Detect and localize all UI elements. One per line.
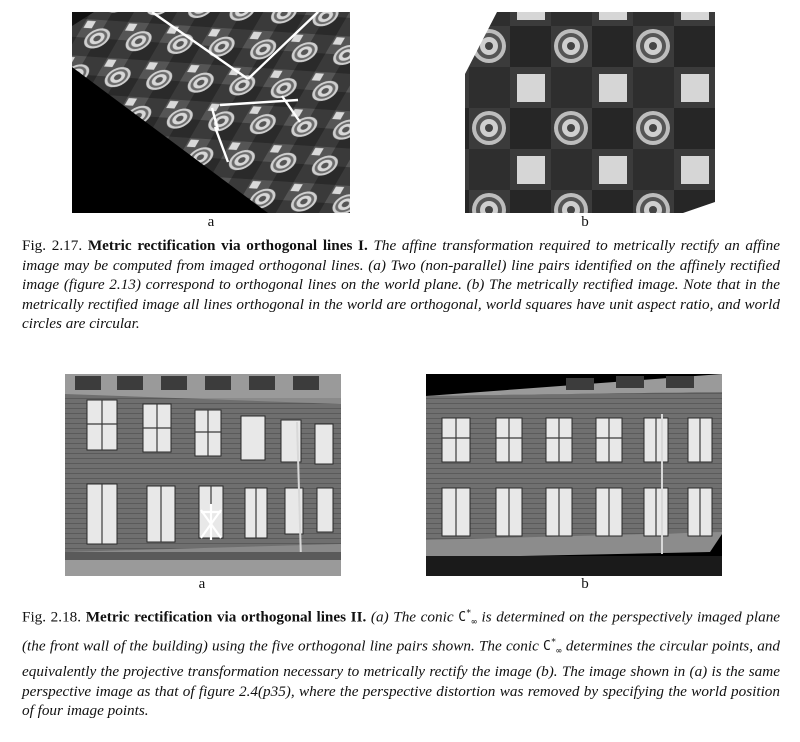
conic-symbol: $C^*_\infty$ [458, 609, 477, 628]
caption-body-part-1: (a) The conic [370, 608, 454, 626]
caption-body-part-3: determines the circular points, and equivalently the projective transformation necessary to metrically rectify the image (b). The image shown in (a) is the same perspective image as that of figure 2.4(p35), where the perspective distortion was removed by specifying the world position of four image points. [22, 636, 780, 720]
figure-2-18-caption [22, 605, 780, 721]
caption-title: Metric rectification via orthogonal lines I. [87, 237, 368, 254]
caption-title: Metric rectification via orthogonal lines II. [85, 608, 367, 626]
building-metric-rectified-image [426, 374, 722, 576]
figure-2-17-caption [22, 236, 780, 334]
figure-2-17-panel-b-label: b [581, 214, 589, 230]
figure-2-17-panel-b-image [465, 12, 715, 213]
building-perspective-image [65, 374, 341, 576]
caption-body: The affine transformation required to metrically rectify an affine image may be computed from imaged orthogonal lines. (a) Two (non-parallel) line pairs identified on the affinely rectified image (figure 2.13) correspond to orthogonal lines on the world plane. (b) The metrically rectified image. Note that in the metrically rectified image all lines orthogonal in the world are orthogonal, world squares have unit aspect ratio, and world circles are circular. [22, 237, 781, 333]
figure-2-17-panel-a-image [72, 12, 350, 213]
caption-body-part-2: is determined on the perspectively imaged plane (the front wall of the building) using the five orthogonal line pairs shown. The conic [22, 608, 781, 654]
conic-symbol: $C^*_\infty$ [543, 637, 562, 657]
tiled-floor-affine-image [72, 12, 350, 213]
tiled-floor-metric-image [465, 12, 715, 213]
figure-2-18-panel-b-label: b [581, 576, 589, 592]
figure-2-18-panel-b-image [426, 374, 722, 576]
caption-number: Fig. 2.18. [22, 608, 82, 626]
figure-2-17-panel-a-label: a [207, 214, 215, 230]
caption-number: Fig. 2.17. [22, 237, 83, 254]
figure-2-18-panel-a-label: a [198, 576, 206, 592]
figure-2-18-panel-a-image [65, 374, 341, 576]
